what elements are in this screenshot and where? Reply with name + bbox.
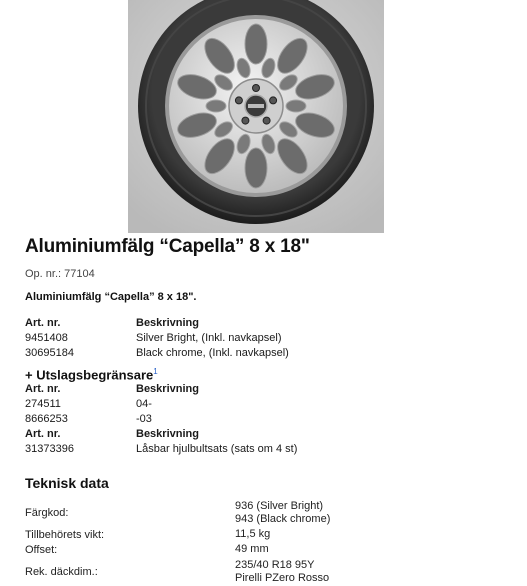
description-cell: 04- (136, 398, 152, 411)
lug-nut (270, 97, 277, 104)
tech-row-weight (25, 528, 515, 541)
lug-nut (253, 85, 260, 92)
table-header (25, 427, 515, 442)
lug-nut (263, 117, 270, 124)
tech-row-tire-dim (25, 558, 515, 586)
tech-data-heading: Teknisk data (25, 475, 109, 492)
description-cell: -03 (136, 413, 152, 426)
art-nr-cell: 30695184 (25, 347, 74, 359)
art-nr-cell: 9451408 (25, 332, 68, 344)
product-description: Aluminiumfälg “Capella” 8 x 18". (25, 291, 197, 303)
rim-window (286, 100, 306, 112)
art-nr-cell: 31373396 (25, 443, 74, 456)
tech-value-line: 235/40 R18 95Y (235, 559, 315, 572)
col-header-art-nr: Art. nr. (25, 383, 61, 396)
tech-value: 49 mm (235, 543, 269, 556)
table-header (25, 382, 515, 397)
table-header (25, 316, 515, 331)
rim-window (245, 148, 267, 188)
tech-value-line: 936 (Silver Bright) (235, 500, 324, 513)
tech-value (235, 500, 515, 526)
art-nr-cell: 8666253 (25, 413, 68, 426)
product-details (25, 236, 515, 586)
wheel-rim-image (128, 0, 384, 233)
rim-window (206, 100, 226, 112)
table-row (25, 442, 515, 457)
col-header-description: Beskrivning (136, 428, 199, 441)
col-header-description: Beskrivning (136, 317, 199, 329)
tech-data-table (25, 499, 515, 586)
page-title: Aluminiumfälg “Capella” 8 x 18" (25, 236, 310, 257)
tech-value (235, 559, 515, 585)
footnote-link[interactable]: 1 (153, 367, 158, 376)
col-header-art-nr: Art. nr. (25, 428, 61, 441)
tech-value: 11,5 kg (235, 528, 271, 541)
parts-table (25, 316, 515, 361)
lug-nut (242, 117, 249, 124)
table-row (25, 412, 515, 427)
operation-number: Op. nr.: 77104 (25, 268, 95, 280)
description-cell: Silver Bright, (Inkl. navkapsel) (136, 332, 282, 344)
table-row (25, 331, 515, 346)
product-image (128, 0, 384, 233)
tech-label: Tillbehörets vikt: (25, 528, 105, 541)
col-header-description: Beskrivning (136, 383, 199, 396)
table-row (25, 346, 515, 361)
art-nr-cell: 274511 (25, 398, 61, 411)
tech-value-line: 943 (Black chrome) (235, 513, 331, 526)
description-cell: Låsbar hjulbultsats (sats om 4 st) (136, 443, 298, 456)
tech-label: Rek. däckdim.: (25, 566, 98, 579)
tech-row-offset (25, 543, 515, 556)
tech-label: Offset: (25, 543, 58, 556)
tech-row-color-code (25, 499, 515, 527)
lug-nut (235, 97, 242, 104)
table-row (25, 397, 515, 412)
section-heading-valve-limiter (25, 364, 515, 382)
rim-window (245, 24, 267, 64)
description-cell: Black chrome, (Inkl. navkapsel) (136, 347, 289, 359)
tech-label: Färgkod: (25, 507, 69, 520)
tech-value-line: Pirelli PZero Rosso (235, 572, 330, 585)
valve-table (25, 382, 515, 457)
section-heading-text: + Utslagsbegränsare (25, 367, 154, 383)
col-header-art-nr: Art. nr. (25, 317, 61, 329)
